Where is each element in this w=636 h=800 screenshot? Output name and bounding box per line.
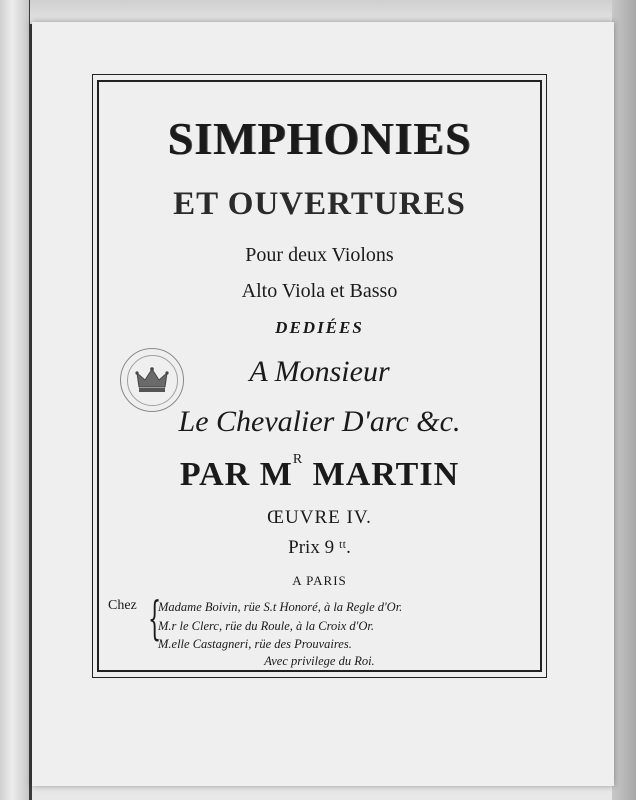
crown-icon — [135, 365, 169, 395]
price: Prix 9 ᵗᵗ. — [288, 537, 351, 558]
publisher-address: M.elle Castagneri, rüe des Prouvaires. — [158, 637, 352, 651]
composer-prefix: PAR M — [179, 456, 293, 493]
composer-superscript: R — [292, 451, 304, 467]
instrumentation-line-1: Pour deux Violons — [245, 244, 394, 266]
title-line-1: SIMPHONIES — [167, 113, 472, 164]
publisher-address: Madame Boivin, rüe S.t Honoré, à la Regle d'Or. — [158, 600, 403, 614]
dedicatee-line-1: A Monsieur — [249, 355, 390, 388]
dedicatee-line-2: Le Chevalier D'arc &c. — [178, 405, 461, 438]
publisher-address: M.r le Clerc, rüe du Roule, à la Croix d'Or. — [158, 619, 374, 633]
title-line-2: ET OUVERTURES — [173, 186, 466, 222]
composer-name: MARTIN — [312, 456, 460, 493]
top-edge — [30, 0, 636, 24]
library-stamp-icon — [120, 348, 184, 412]
composer-line — [97, 451, 542, 494]
publisher-label: Chez — [108, 598, 137, 613]
opus-number: ŒUVRE IV. — [267, 507, 372, 528]
right-edge — [612, 0, 636, 800]
brace-icon: { — [148, 591, 162, 645]
composer-space — [303, 456, 313, 493]
city: A PARIS — [292, 573, 347, 588]
dedication-word: DEDIÉES — [275, 318, 364, 337]
instrumentation-line-2: Alto Viola et Basso — [241, 280, 398, 302]
binding-edge — [0, 0, 30, 800]
royal-privilege: Avec privilege du Roi. — [264, 654, 375, 668]
